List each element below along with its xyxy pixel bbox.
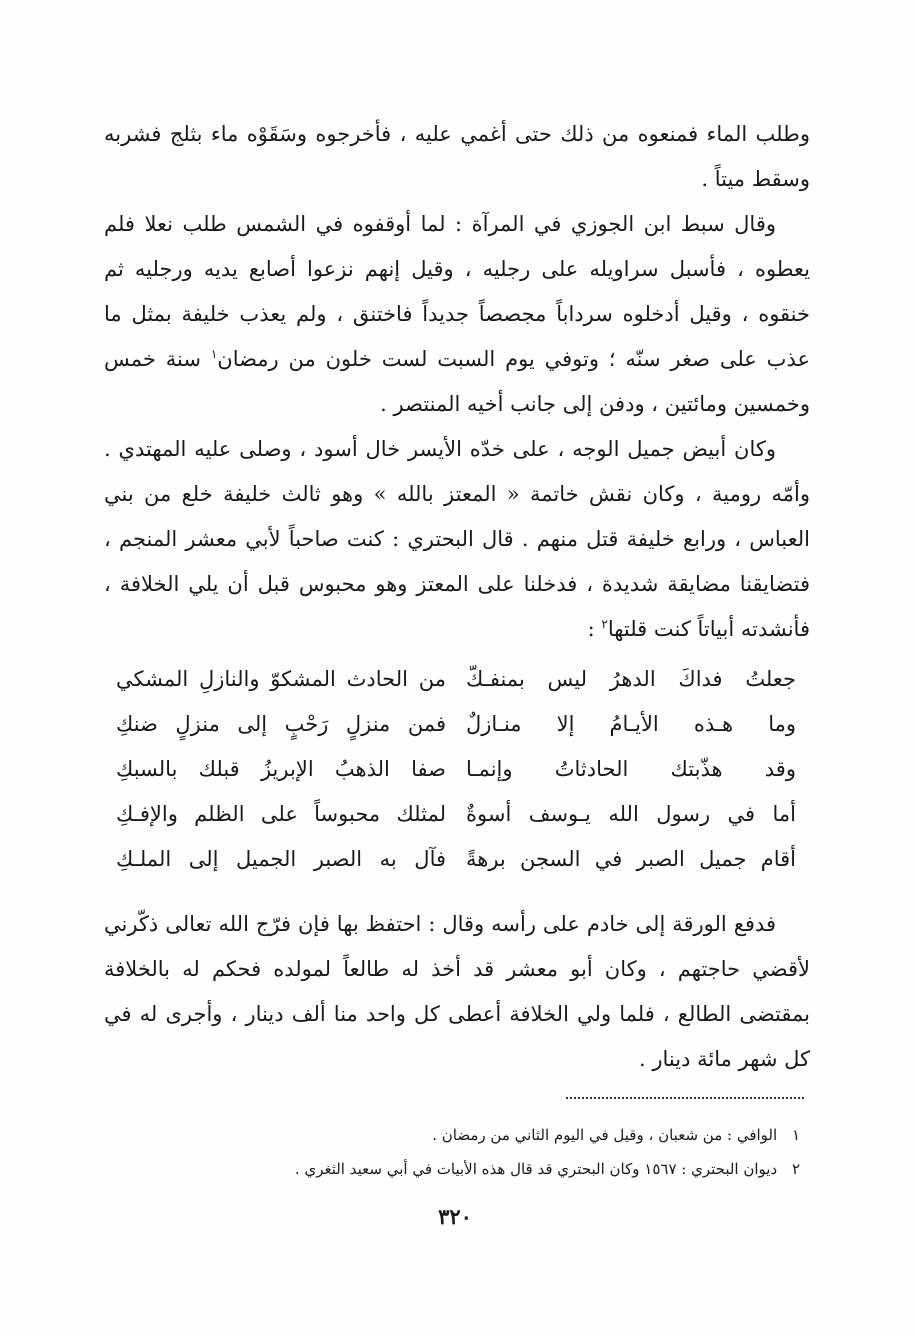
verse-first-hemistich: جعلتُ فداكَ الدهرُ ليس بمنفـكّ xyxy=(466,667,796,691)
body-text-upper xyxy=(104,112,810,652)
verse-first-hemistich: أقام جميل الصبر في السجن برهةً xyxy=(466,847,796,871)
footnote-number: ٢ xyxy=(791,1160,800,1178)
footnotes xyxy=(150,1118,800,1186)
verse-second-hemistich: لمثلك محبوساً على الظلم والإفـكِ xyxy=(116,802,446,826)
paragraph-3-line: لأبي معشر المنجم ، فتضايقنا مضايقة شديدة ، فدخلنا على المعتز وهو محبوس xyxy=(104,527,810,596)
poem-verse xyxy=(116,657,796,702)
footnote-text: الوافي : من شعبان ، وقيل في اليوم الثاني من رمضان . xyxy=(432,1126,778,1144)
paragraph-4-line: وأجرى له في كل شهر مائة دينار . xyxy=(104,1002,810,1071)
verse-second-hemistich: من الحادث المشكوّ والنازلِ المشكي xyxy=(116,667,446,691)
footnote-1 xyxy=(150,1118,800,1152)
paragraph-4-line: فدفع الورقة إلى خادم على رأسه وقال : احتفظ بها فإن فرّج الله تعالى xyxy=(165,912,776,936)
paragraph-4-line: ذكّرني لأقضي حاجتهم ، وكان أبو معشر قد أخذ له طالعاً لمولده فحكم له xyxy=(104,912,810,981)
body-text-lower xyxy=(104,902,810,1082)
paragraph-2-line: بمثل ما عذب على صغر سنّه ؛ وتوفي يوم السبت لست خلون من رمضان xyxy=(104,302,810,371)
poem-verse xyxy=(116,702,796,747)
paragraph-1-line: بثلج فشربه وسقط ميتاً . xyxy=(104,122,810,191)
paragraph-3-line: المهتدي . وأمّه رومية ، وكان نقش خاتمة « المعتز بالله » وهو ثالث خليفة xyxy=(104,437,810,506)
footnote-divider xyxy=(566,1097,804,1099)
paragraph-3-line: وكان أبيض جميل الوجه ، على خدّه الأيسر خال أسود ، وصلى عليه xyxy=(194,437,776,461)
poem-verse xyxy=(116,747,796,792)
paragraph-4-line: بالخلافة بمقتضى الطالع ، فلما ولي الخلافة أعطى كل واحد منا ألف دينار ، xyxy=(104,957,811,1026)
paragraph-2-line: وقال سبط ابن الجوزي في المرآة : لما أوقفوه في الشمس طلب نعلا فلم xyxy=(104,212,776,236)
footnote-2 xyxy=(150,1152,800,1186)
footnote-reference-2[interactable]: ٢ xyxy=(601,617,608,631)
paragraph-1 xyxy=(104,112,810,202)
verse-first-hemistich: أما في رسول الله يـوسف أسوةٌ xyxy=(466,802,796,826)
paragraph-2 xyxy=(104,202,810,427)
paragraph-2-line: ثم خنقوه ، وقيل أدخلوه سرداباً مجصصاً جديداً فاختنق ، ولم يعذب خليفة xyxy=(104,257,810,326)
paragraph-2-line: سنة خمس وخمسين ومائتين ، ودفن إلى جانب أخيه المنتصر . xyxy=(104,347,810,416)
paragraph-4 xyxy=(104,902,810,1082)
poem-verse xyxy=(116,792,796,837)
page-number: ٣٢٠ xyxy=(438,1204,472,1229)
footnote-number: ١ xyxy=(791,1126,800,1144)
footnote-text: ديوان البحتري : ١٥٦٧ وكان البحتري قد قال هذه الأبيات في أبي سعيد الثغري . xyxy=(294,1160,778,1178)
paragraph-3-tail: : xyxy=(587,617,602,641)
poem-verse xyxy=(116,837,796,882)
verse-second-hemistich: فمن منزلٍ رَحْبٍ إلى منزلٍ ضنكِ xyxy=(116,712,446,736)
verse-first-hemistich: وما هـذه الأيـامُ إلا منـازلٌ xyxy=(466,712,796,736)
paragraph-3 xyxy=(104,427,810,652)
paragraph-3-line: خلع من بني العباس ، ورابع خليفة قتل منهم . قال البحتري : كنت صاحباً xyxy=(104,482,810,551)
verse-first-hemistich: وقد هذّبتك الحادثاتُ وإنمـا xyxy=(466,757,796,781)
paragraph-2-line: يعطوه ، فأسبل سراويله على رجليه ، وقيل إنهم نزعوا أصابع يديه ورجليه xyxy=(134,257,810,281)
paragraph-3-line: قبل أن يلي الخلافة ، فأنشدته أبياتاً كنت قلتها xyxy=(104,572,810,641)
paragraph-1-line: وطلب الماء فمنعوه من ذلك حتى أغمي عليه ، فأخرجوه وسَقَوْه ماء xyxy=(210,122,810,146)
verse-second-hemistich: صفا الذهبُ الإبريزُ قبلك بالسبكِ xyxy=(116,757,446,781)
poem xyxy=(116,657,796,882)
footnote-reference-1[interactable]: ١ xyxy=(210,347,218,361)
verse-second-hemistich: فآل به الصبر الجميل إلى الملـكِ xyxy=(116,847,446,871)
